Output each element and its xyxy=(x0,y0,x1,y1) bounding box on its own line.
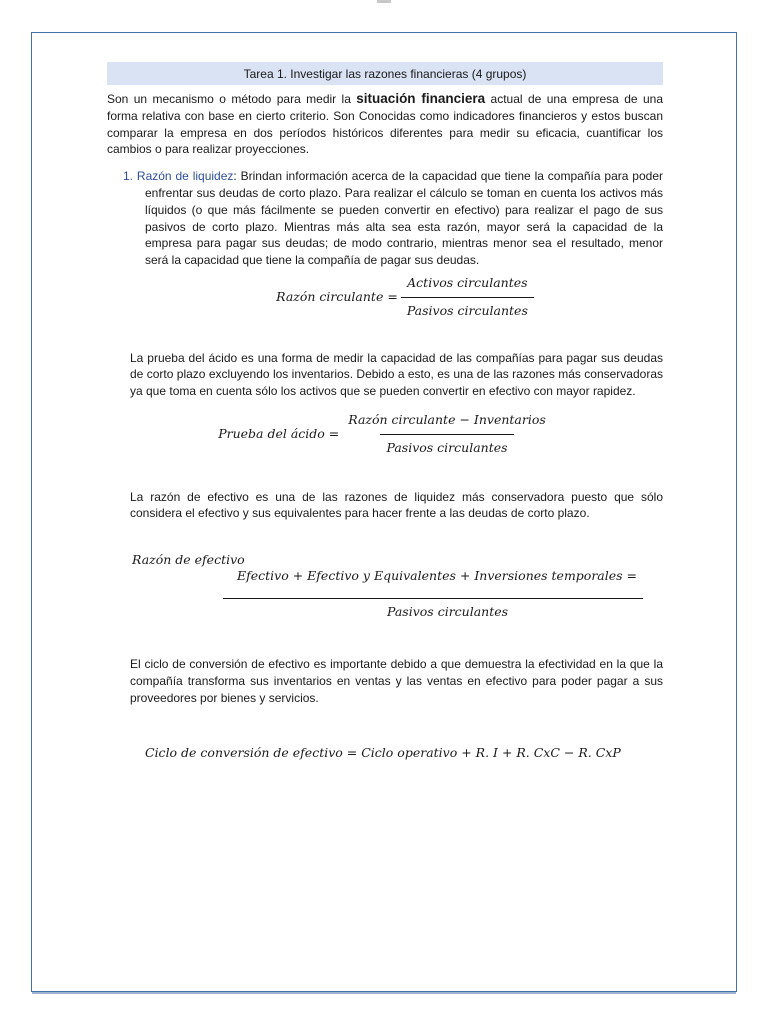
formula-cash-numerator: Efectivo + Efectivo y Equivalentes + Inversiones temporales = xyxy=(237,568,638,584)
intro-highlight: situación financiera xyxy=(356,91,486,106)
formula-cash-denominator: Pasivos circulantes xyxy=(387,604,509,620)
formula-current-fraction xyxy=(401,275,534,320)
document-body xyxy=(107,62,663,761)
liquidity-term: Razón de liquidez xyxy=(136,169,234,184)
cash-ratio-paragraph: La razón de efectivo es una de las razones de liquidez más conservadora puesto que sólo considera el efectivo y sus equivalentes para hacer frente a las deudas de corto plazo. xyxy=(130,489,663,521)
formula-current-label: Razón circulante = xyxy=(276,288,398,304)
intro-text-start: Son un mecanismo o método para medir la xyxy=(107,92,357,106)
formula-acid-denominator: Pasivos circulantes xyxy=(380,434,513,457)
intro-paragraph xyxy=(107,91,663,158)
formula-cash-label: Razón de efectivo xyxy=(132,552,245,568)
formula-acid-fraction xyxy=(342,412,552,457)
formula-current-numerator: Activos circulantes xyxy=(407,274,528,290)
list-number: 1. xyxy=(123,169,134,184)
intro-text-end: actual de una empresa de una forma relativa con base en cierto criterio. Son Conocidas como indicadores financieros y estos buscan comparar la empresa en dos períodos históricos diferentes para medir su eficacia, cuantificar los cambios o para realizar proyecciones. xyxy=(107,92,663,157)
formula-cash-ratio xyxy=(107,552,663,618)
acid-test-paragraph: La prueba del ácido es una forma de medir la capacidad de las compañías para pagar sus deudas de corto plazo excluyendo los inventarios. Debido a esto, es una de las razones más conservadoras ya que toma en cuenta sólo los activos que se pueden convertir en efectivo con mayor rapidez. xyxy=(130,350,663,399)
formula-acid-label: Prueba del ácido = xyxy=(218,425,340,441)
formula-current-denominator: Pasivos circulantes xyxy=(401,297,534,320)
formula-acid-numerator: Razón circulante − Inventarios xyxy=(348,411,546,427)
liquidity-description: : Brindan información acerca de la capacidad que tiene la compañía para poder enfrentar sus deudas de corto plazo. Para realizar el cálculo se toman en cuenta los activos más líquidos (o que más fácilmente se pueden convertir en efectivo) para realizar el pago de sus pasivos de corto plazo. Mientras más alta sea esta razón, mayor será la capacidad de la empresa para pagar sus deudas; de modo contrario, mientras menor sea el resultado, menor será la capacidad que tiene la compañía de pagar sus deudas. xyxy=(145,169,663,268)
list-item-liquidity xyxy=(107,168,663,269)
page-top-marker xyxy=(377,0,391,3)
formula-acid-test xyxy=(107,412,663,457)
formula-cash-cycle: Ciclo de conversión de efectivo = Ciclo operativo + R. I + R. CxC − R. CxP xyxy=(145,744,621,760)
task-title: Tarea 1. Investigar las razones financieras (4 grupos) xyxy=(107,62,663,85)
formula-cash-fraction-line xyxy=(223,598,643,599)
formula-current-ratio xyxy=(107,275,663,320)
cash-cycle-paragraph: El ciclo de conversión de efectivo es importante debido a que demuestra la efectividad en la que la compañía transforma sus inventarios en ventas y las ventas en efectivo para poder pagar a sus proveedores por bienes y servicios. xyxy=(130,657,663,705)
